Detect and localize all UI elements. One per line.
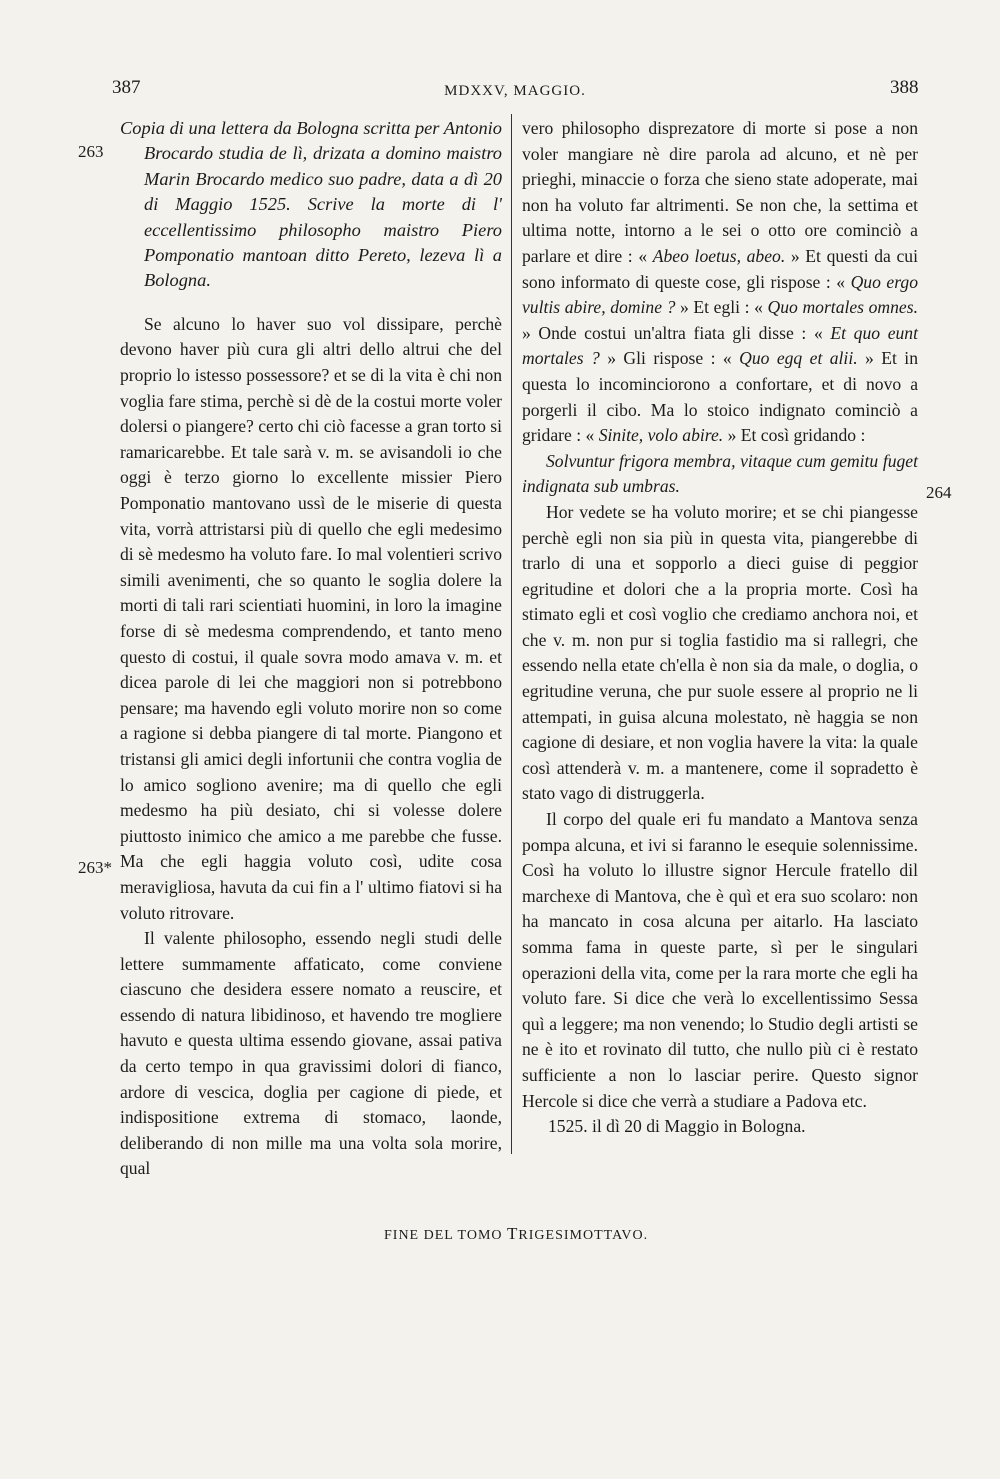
right-column (522, 116, 918, 1140)
paragraph-philosopho: Il valente philosopho, essendo negli studi delle lettere summamente affaticato, come conviene ciascuno che desidera essere nomato a reuscire, et essendo di natura libidinoso, et havendo tre mogliere havuto e questa ultima essendo giovane, assai pativa da certo tempo in qua gravissimi dolori di fianco, ardore di vescica, doglia per cagione di piede, et indispositione extrema di stomaco, laonde, deliberando di non mille ma una volta sola morire, qual (120, 928, 502, 1179)
dateline: 1525. il dì 20 di Maggio in Bologna. (548, 1116, 806, 1137)
margin-number-263-star: 263* (78, 858, 112, 877)
paragraph-continuation: vero philosopho disprezatore di morte si pose a non voler mangiare nè dire parola ad alcuno, et nè per prieghi, minaccie o forza che sieno state adoperate, mai non ha voluto far altrimenti. Se non che, la settima et ultima notte, intorno a le sei o otto ore cominciò a parlare et dire : « Abeo loetus, abeo. » Et questi da cui sono informato di queste cose, gli rispose : « Quo ergo vultis abire, domine ? » Et egli : « Quo mortales omnes. » Onde costui un'altra fiata gli disse : « Et quo eunt mortales ? » Gli rispose : « Quo egq et alii. » Et in questa lo incominciorono a confortare, et di novo a porgerli il cibo. Ma lo stoico indignato cominciò a gridare : « Sinite, volo abire. » Et così gridando : (522, 118, 918, 446)
page-number-left: 387 (112, 77, 141, 98)
end-of-volume-line: FINE DEL TOMO TRIGESIMOTTAVO. (384, 1224, 649, 1243)
verse-quotation: Solvuntur frigora membra, vitaque cum gemitu fuget indignata sub umbras. (522, 450, 918, 497)
paragraph-corpo: Il corpo del quale eri fu mandato a Mantova senza pompa alcuna, et ivi si faranno le esequie solennissime. Così ha voluto lo illustre signor Hercule fratello dil marchexe di Mantova, che è quì et era suo scolaro: non ha mancato in cosa alcuna per aitarlo. Ha lasciato somma fama in queste parte, sì per le singulari operazioni della vita, come per la rara morte che egli ha voluto fare. Si dice che verà lo excellentissimo Sessa quì a leggere; ma non venendo; lo Studio degli artisti se ne è ito et rovinato dil tutto, che nullo più ci è restato sufficiente a non lo lasciar perire. Questo signor Hercole si dice che verrà a studiare a Padova etc. (522, 809, 918, 1111)
letter-title: Copia di una lettera da Bologna scritta per Antonio Brocardo studia de lì, drizata a domino maistro Marin Brocardo medico suo padre, data a dì 20 di Maggio 1525. Scrive la morte di l' eccellentissimo philosopho maistro Piero Pomponatio mantoan ditto Pereto, lezeva lì a Bologna. (120, 118, 502, 291)
margin-number-263: 263 (78, 142, 104, 161)
margin-number-264: 264 (926, 483, 952, 502)
page-number-right: 388 (890, 77, 919, 98)
left-column (120, 116, 502, 1182)
paragraph-hor-vedete: Hor vedete se ha voluto morire; et se chi piangesse perchè egli non sia più in questa vita, piangerebbe di trarlo di una et sopporlo a dieci guise di peggior egritudine et dolori che a la propria morte. Così ha stimato egli et così voglio che crediamo anchora noi, et che v. m. non pur si toglia fastidio ma si rallegri, che essendo nella etate ch'ella è non sia da male, o doglia, o egritudine veruna, che pur suole essere al proprio ne li attempati, in guisa alcuna molestato, nè haggia se non cagione di desiare, et non voglia havere la vita: la quale così attenderà v. m. a mantenere, come il sopradetto è stato vago di distruggerla. (522, 501, 918, 804)
running-head: MDXXV, MAGGIO. (444, 83, 586, 99)
paragraph-opening: Se alcuno lo haver suo vol dissipare, perchè devono haver più cura gli altri dello altrui che del proprio lo istesso possessore? et se di la vita è chi non voglia fare stima, perchè si dè de la costui morte voler dolersi o piangere? certo chi ciò facesse a gran torto si ramaricarebbe. Et tale sarà v. m. se avisandoli io che oggi è terzo giorno lo excellente missier Piero Pomponatio mantovano ussì de le miserie di questa vita, vorrà attristarsi più di quello che egli medesimo di sè medesmo ha voluto fare. Io mal volentieri scrivo simili avenimenti, che so quanto le soglia dolere la morti di tali rari scientiati huomini, in loro la imagine forse di sè medesma comprendendo, et tanto meno questo di costui, il quale sovra modo amava v. m. et dicea parole di lei che maggiori non si potrebbono pensare; ma havendo egli voluto morire non so come a ragione si debba piangere di tal morte. Piangono et tristansi gli amici degli infortunii che contra voglia de lo amico sogliono avenire; ma di quello che egli medesmo ha più desiato, chi si volesse dolere piuttosto inimico che amico a me parebbe che fusse. Ma che egli haggia voluto così, udite cosa meravigliosa, havuta da cui fin a l' ultimo fiatovi si ha voluto ritrovare. (120, 313, 503, 923)
column-divider (511, 114, 512, 1154)
